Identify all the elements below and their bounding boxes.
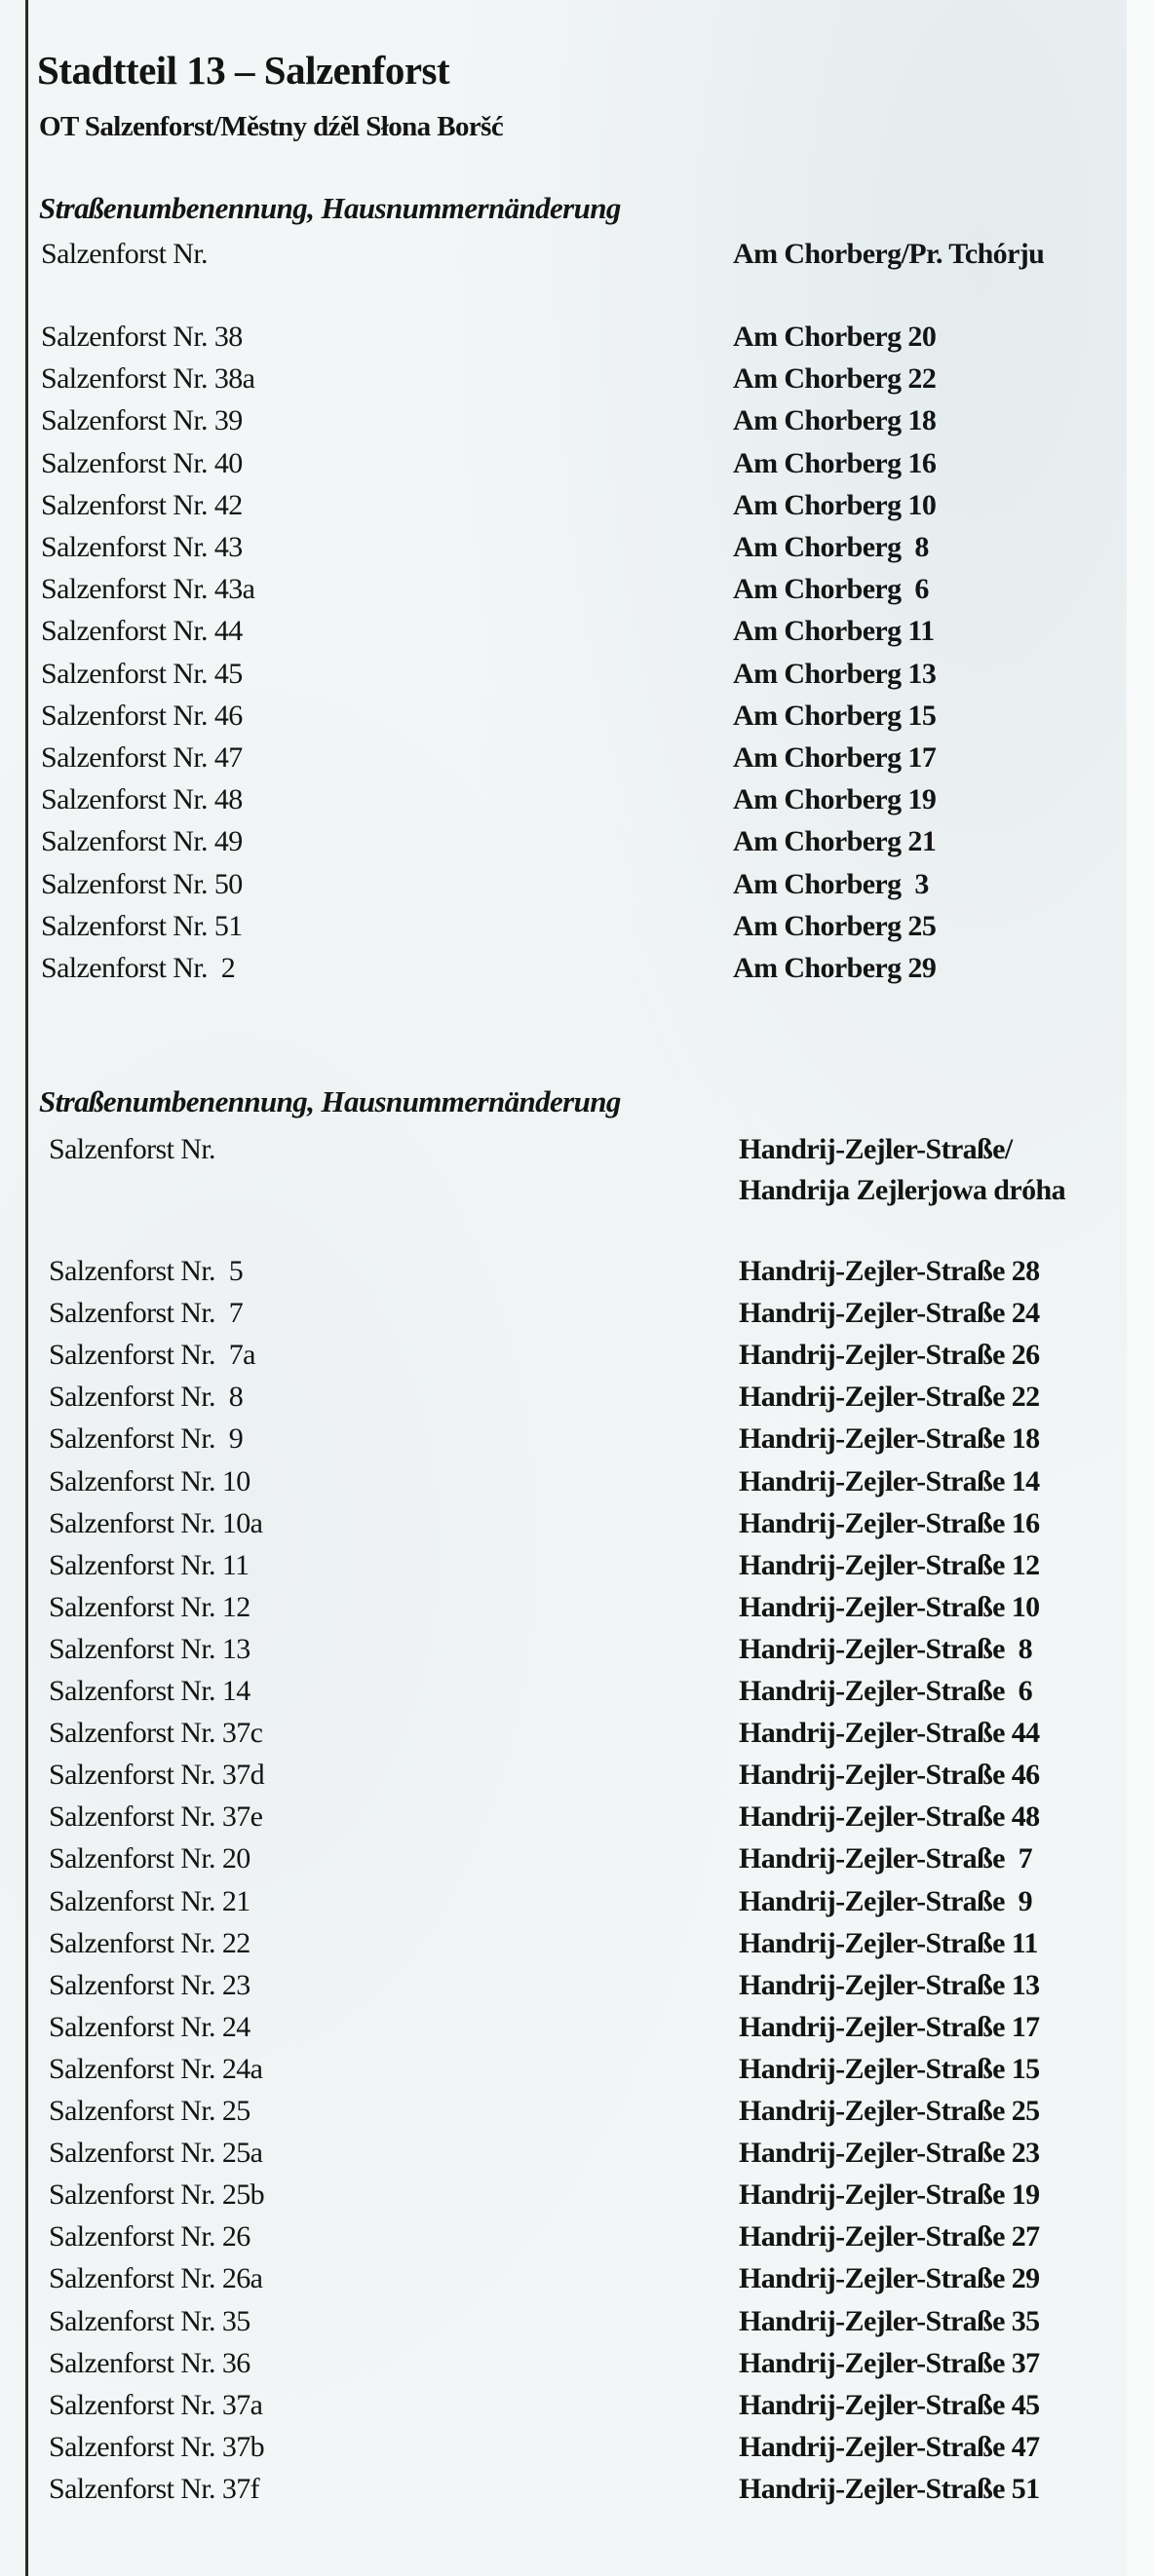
old-address: Salzenforst Nr. 25b <box>49 2178 265 2212</box>
old-address: Salzenforst Nr. 49 <box>41 825 243 858</box>
old-address: Salzenforst Nr. 48 <box>41 783 243 816</box>
old-address-label: Salzenforst Nr. <box>41 238 208 270</box>
old-address: Salzenforst Nr. 5 <box>49 1255 244 1287</box>
old-address: Salzenforst Nr. 24 <box>49 2010 250 2043</box>
new-street-label: Am Chorberg/Pr. Tchórju <box>733 238 1045 270</box>
new-address: Handrij-Zejler-Straße 44 <box>739 1717 1040 1750</box>
new-address: Handrij-Zejler-Straße 22 <box>739 1381 1040 1414</box>
old-address: Salzenforst Nr. 47 <box>41 741 243 774</box>
new-street-label: Handrija Zejlerjowa dróha <box>739 1174 1065 1206</box>
old-address: Salzenforst Nr. 2 <box>41 952 236 984</box>
old-address: Salzenforst Nr. 50 <box>41 867 243 900</box>
new-address: Am Chorberg 15 <box>733 699 937 732</box>
old-address: Salzenforst Nr. 21 <box>49 1884 250 1917</box>
old-address: Salzenforst Nr. 37c <box>49 1717 263 1750</box>
new-address: Handrij-Zejler-Straße 26 <box>739 1339 1040 1372</box>
new-address: Handrij-Zejler-Straße 29 <box>739 2262 1040 2295</box>
new-address: Handrij-Zejler-Straße 7 <box>739 1842 1033 1875</box>
new-address: Handrij-Zejler-Straße 48 <box>739 1800 1040 1834</box>
new-address: Handrij-Zejler-Straße 17 <box>739 2010 1040 2043</box>
new-address: Handrij-Zejler-Straße 23 <box>739 2137 1040 2170</box>
old-address: Salzenforst Nr. 13 <box>49 1632 250 1665</box>
new-address: Handrij-Zejler-Straße 28 <box>739 1255 1040 1287</box>
old-address: Salzenforst Nr. 7 <box>49 1297 244 1330</box>
old-address: Salzenforst Nr. 9 <box>49 1422 244 1456</box>
new-address: Handrij-Zejler-Straße 12 <box>739 1548 1040 1581</box>
new-address: Handrij-Zejler-Straße 51 <box>739 2472 1040 2505</box>
old-address: Salzenforst Nr. 51 <box>41 909 243 942</box>
new-address: Am Chorberg 29 <box>733 952 937 984</box>
new-address: Handrij-Zejler-Straße 14 <box>739 1464 1040 1497</box>
old-address: Salzenforst Nr. 42 <box>41 488 243 521</box>
old-address: Salzenforst Nr. 23 <box>49 1968 250 2001</box>
old-address: Salzenforst Nr. 26a <box>49 2262 263 2295</box>
old-address: Salzenforst Nr. 12 <box>49 1590 250 1623</box>
new-address: Handrij-Zejler-Straße 16 <box>739 1506 1040 1539</box>
new-address: Handrij-Zejler-Straße 19 <box>739 2178 1040 2212</box>
new-address: Am Chorberg 8 <box>733 531 929 563</box>
new-address: Handrij-Zejler-Straße 13 <box>739 1968 1040 2001</box>
new-address: Handrij-Zejler-Straße 11 <box>739 1926 1038 1959</box>
section-heading: Straßenumbenennung, Hausnummernänderung <box>39 1084 621 1118</box>
old-address: Salzenforst Nr. 10 <box>49 1464 250 1497</box>
old-address: Salzenforst Nr. 38a <box>41 362 255 396</box>
new-address: Handrij-Zejler-Straße 6 <box>739 1675 1033 1707</box>
new-address: Handrij-Zejler-Straße 9 <box>739 1884 1033 1917</box>
old-address: Salzenforst Nr. 39 <box>41 404 243 437</box>
new-address: Handrij-Zejler-Straße 10 <box>739 1590 1040 1623</box>
old-address: Salzenforst Nr. 10a <box>49 1506 263 1539</box>
new-address: Am Chorberg 18 <box>733 404 937 437</box>
old-address: Salzenforst Nr. 7a <box>49 1339 255 1372</box>
old-address: Salzenforst Nr. 25 <box>49 2095 250 2127</box>
new-address: Handrij-Zejler-Straße 45 <box>739 2388 1040 2421</box>
new-address: Handrij-Zejler-Straße 47 <box>739 2430 1040 2463</box>
new-address: Am Chorberg 13 <box>733 657 937 690</box>
old-address: Salzenforst Nr. 35 <box>49 2304 250 2337</box>
new-address: Am Chorberg 17 <box>733 741 937 774</box>
new-address: Am Chorberg 11 <box>733 615 935 648</box>
page-subtitle: OT Salzenforst/Městny dźěl Słona Boršć <box>39 111 504 142</box>
old-address: Salzenforst Nr. 43 <box>41 531 243 563</box>
new-address: Am Chorberg 16 <box>733 446 937 479</box>
old-address: Salzenforst Nr. 37b <box>49 2430 265 2463</box>
new-street-label: Handrij-Zejler-Straße/ <box>739 1133 1013 1165</box>
old-address: Salzenforst Nr. 26 <box>49 2220 250 2254</box>
old-address: Salzenforst Nr. 20 <box>49 1842 250 1875</box>
old-address: Salzenforst Nr. 37e <box>49 1800 263 1834</box>
new-address: Am Chorberg 25 <box>733 909 937 942</box>
section-heading: Straßenumbenennung, Hausnummernänderung <box>39 191 621 225</box>
new-address: Am Chorberg 20 <box>733 321 937 353</box>
new-address: Am Chorberg 22 <box>733 362 937 396</box>
new-address: Handrij-Zejler-Straße 46 <box>739 1759 1040 1792</box>
old-address: Salzenforst Nr. 46 <box>41 699 243 732</box>
old-address: Salzenforst Nr. 8 <box>49 1381 244 1414</box>
old-address: Salzenforst Nr. 45 <box>41 657 243 690</box>
old-address: Salzenforst Nr. 37f <box>49 2472 260 2505</box>
new-address: Handrij-Zejler-Straße 37 <box>739 2346 1040 2379</box>
old-address: Salzenforst Nr. 36 <box>49 2346 250 2379</box>
new-address: Handrij-Zejler-Straße 8 <box>739 1632 1033 1665</box>
new-address: Handrij-Zejler-Straße 27 <box>739 2220 1040 2254</box>
new-address: Am Chorberg 10 <box>733 488 937 521</box>
old-address: Salzenforst Nr. 44 <box>41 615 243 648</box>
new-address: Handrij-Zejler-Straße 15 <box>739 2052 1040 2085</box>
old-address-label: Salzenforst Nr. <box>49 1133 215 1165</box>
column-divider-line <box>25 0 28 2576</box>
old-address: Salzenforst Nr. 24a <box>49 2052 263 2085</box>
page-margin <box>1127 0 1154 2576</box>
old-address: Salzenforst Nr. 22 <box>49 1926 250 1959</box>
page-title: Stadtteil 13 – Salzenforst <box>37 48 450 93</box>
old-address: Salzenforst Nr. 37d <box>49 1759 265 1792</box>
old-address: Salzenforst Nr. 11 <box>49 1548 250 1581</box>
new-address: Handrij-Zejler-Straße 18 <box>739 1422 1040 1456</box>
new-address: Handrij-Zejler-Straße 24 <box>739 1297 1040 1330</box>
new-address: Am Chorberg 6 <box>733 573 929 606</box>
old-address: Salzenforst Nr. 40 <box>41 446 243 479</box>
new-address: Am Chorberg 19 <box>733 783 937 816</box>
old-address: Salzenforst Nr. 38 <box>41 321 243 353</box>
new-address: Handrij-Zejler-Straße 25 <box>739 2095 1040 2127</box>
new-address: Am Chorberg 21 <box>733 825 937 858</box>
new-address: Am Chorberg 3 <box>733 867 929 900</box>
old-address: Salzenforst Nr. 37a <box>49 2388 263 2421</box>
old-address: Salzenforst Nr. 43a <box>41 573 255 606</box>
old-address: Salzenforst Nr. 14 <box>49 1675 250 1707</box>
old-address: Salzenforst Nr. 25a <box>49 2137 263 2170</box>
new-address: Handrij-Zejler-Straße 35 <box>739 2304 1040 2337</box>
